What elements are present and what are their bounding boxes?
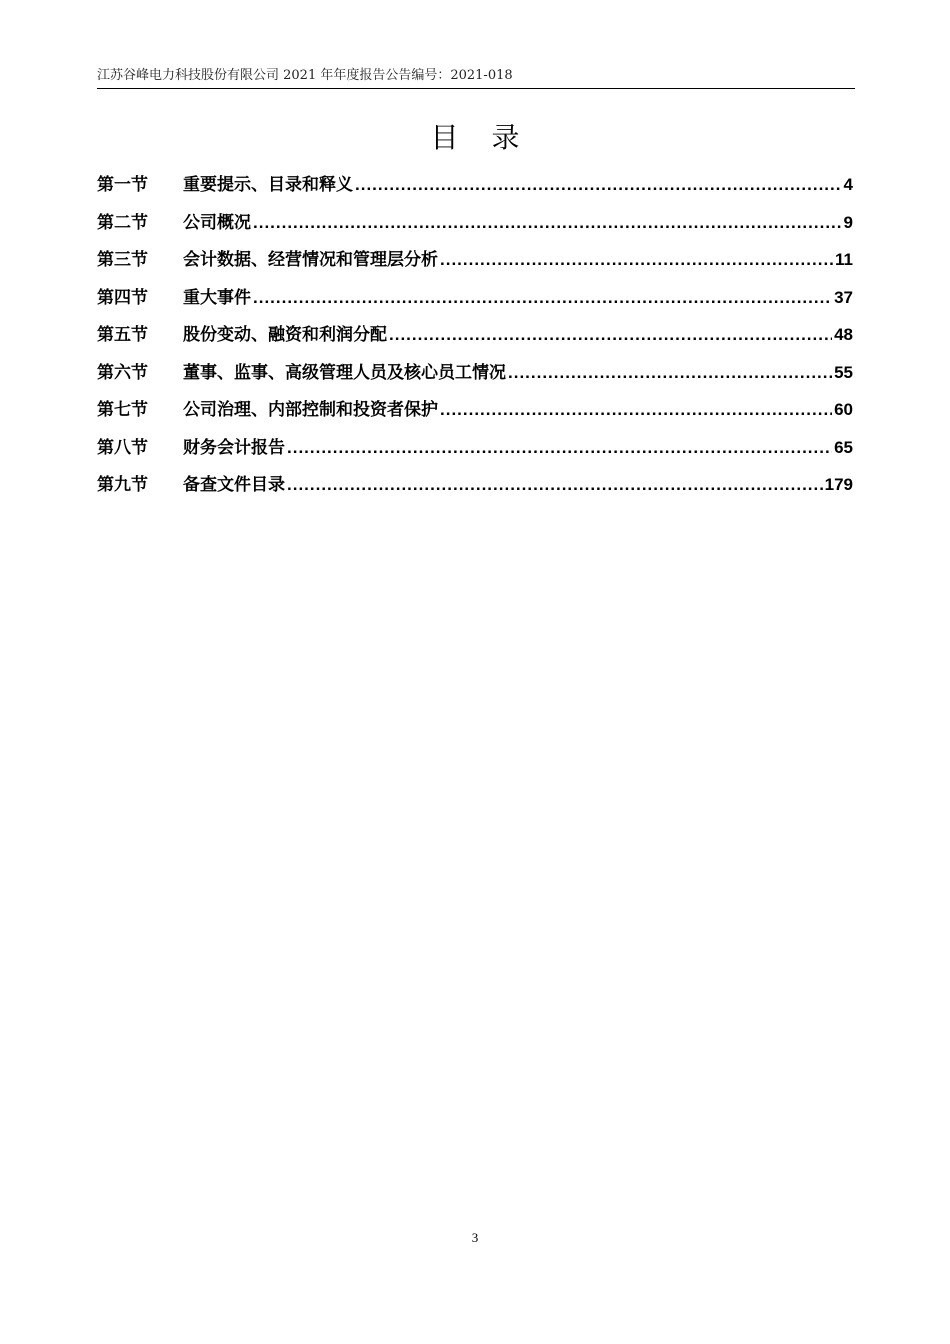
toc-dot-leader (253, 279, 832, 317)
toc-entry-2[interactable] (97, 204, 853, 242)
toc-entry-title: 财务会计报告 (183, 437, 285, 458)
toc-entry-4[interactable] (97, 279, 853, 317)
toc-dot-leader (287, 466, 823, 504)
running-header: 江苏谷峰电力科技股份有限公司 2021 年年度报告公告编号：2021-018 (97, 68, 513, 83)
toc-dot-leader (440, 391, 832, 429)
toc-section-label: 第八节 (97, 437, 148, 458)
toc-entry-title: 会计数据、经营情况和管理层分析 (183, 250, 438, 270)
toc-page-number: 65 (834, 437, 853, 457)
toc-entry-1[interactable] (97, 166, 853, 204)
toc-section-label: 第四节 (97, 287, 148, 308)
toc-entry-title: 董事、监事、高级管理人员及核心员工情况 (183, 362, 506, 383)
toc-entry-title: 重要提示、目录和释义 (183, 175, 353, 195)
toc-entry-title: 公司治理、内部控制和投资者保护 (183, 400, 438, 420)
toc-section-label: 第二节 (97, 212, 148, 233)
toc-dot-leader (287, 429, 832, 467)
toc-page-number: 37 (834, 287, 853, 307)
toc-dot-leader (440, 241, 833, 279)
toc-page-number: 4 (843, 175, 853, 194)
footer-page-number: 3 (471, 1230, 479, 1245)
toc-section-label: 第一节 (97, 175, 148, 195)
toc-dot-leader (508, 354, 832, 392)
toc-entry-title: 公司概况 (183, 212, 251, 233)
table-of-contents (97, 166, 853, 504)
toc-entry-7[interactable] (97, 391, 853, 429)
toc-entry-8[interactable] (97, 429, 853, 467)
toc-section-label: 第七节 (97, 400, 148, 420)
toc-section-label: 第五节 (97, 325, 148, 345)
toc-section-label: 第六节 (97, 362, 148, 383)
toc-section-label: 第三节 (97, 250, 148, 270)
toc-page-number: 179 (824, 475, 853, 494)
toc-dot-leader (389, 316, 832, 354)
toc-entry-title: 备查文件目录 (183, 475, 285, 495)
toc-entry-3[interactable] (97, 241, 853, 279)
toc-page-number: 9 (843, 212, 853, 232)
toc-entry-title: 重大事件 (183, 287, 251, 308)
toc-entry-title: 股份变动、融资和利润分配 (183, 325, 387, 345)
toc-entry-6[interactable] (97, 354, 853, 392)
toc-page-number: 55 (834, 362, 853, 382)
toc-title: 目 录 (430, 121, 532, 154)
toc-entry-5[interactable] (97, 316, 853, 354)
toc-dot-leader (355, 166, 842, 204)
toc-section-label: 第九节 (97, 475, 148, 495)
toc-page-number: 60 (834, 400, 853, 419)
toc-page-number: 48 (834, 325, 853, 344)
header-rule (97, 88, 855, 89)
toc-dot-leader (253, 204, 842, 242)
toc-entry-9[interactable] (97, 466, 853, 504)
toc-page-number: 11 (835, 250, 853, 269)
